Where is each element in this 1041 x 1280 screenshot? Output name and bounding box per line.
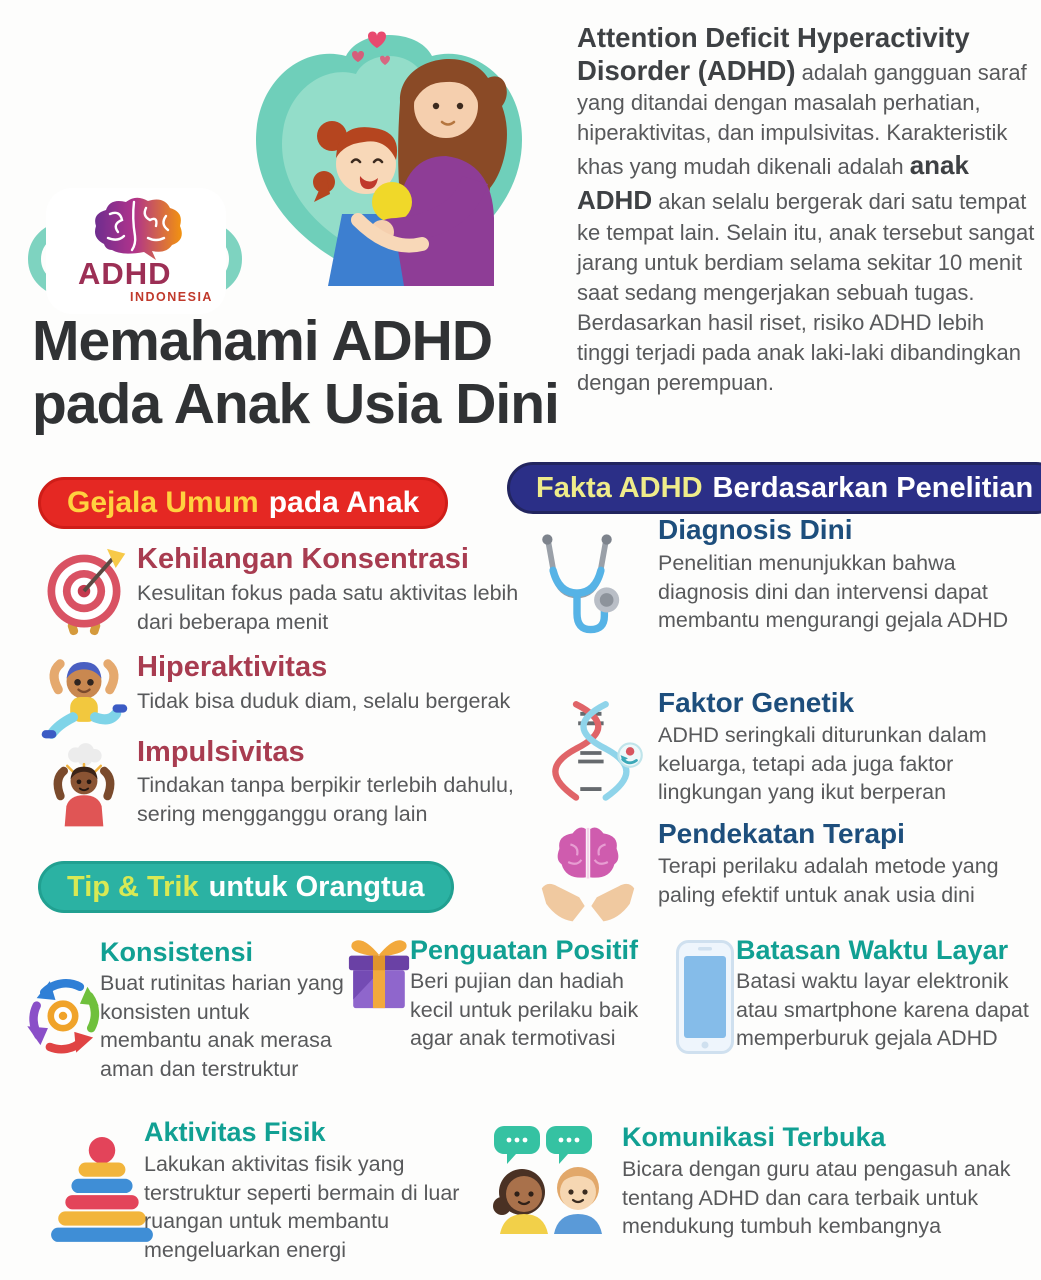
tip-title: Batasan Waktu Layar [736,935,1009,965]
logo-subtitle: INDONESIA [130,290,213,304]
stethoscope-icon [520,526,634,642]
fact-title: Diagnosis Dini [658,514,853,545]
symptom-title: Kehilangan Konsentrasi [137,543,469,575]
tip-desc: Buat rutinitas harian yang konsisten untuk membantu anak merasa aman dan terstruktur [100,971,344,1081]
fact-title: Pendekatan Terapi [658,818,905,849]
brain-logo-icon [82,194,190,262]
symptom-desc: Tindakan tanpa berpikir terlebih dahulu, sering mengganggu orang lain [137,773,514,826]
tips-badge-rest: untuk Orangtua [208,870,425,903]
brain-in-hands-icon [532,818,644,928]
symptom-desc: Tidak bisa duduk diam, selalu bergerak [137,689,511,713]
stacking-rings-icon [46,1134,158,1248]
fact-desc: ADHD seringkali diturunkan dalam keluarga, tetapi ada juga faktor lingkungan yang ikut berperan [658,723,987,805]
impulsive-child-icon [42,740,126,832]
symptom-title: Impulsivitas [137,736,305,768]
page-title [32,310,597,435]
tip-title: Konsistensi [100,937,254,967]
symptoms-badge-rest: pada Anak [268,486,420,519]
facts-badge-highlight: Fakta ADHD [536,471,703,504]
adhd-indonesia-logo [34,186,238,318]
tip-title: Aktivitas Fisik [144,1117,326,1147]
fact-desc: Terapi perilaku adalah metode yang paling efektif untuk anak usia dini [658,854,999,907]
intro-lead-text: Attention Deficit Hyperactivity Disorder (ADHD) [577,22,970,86]
symptoms-badge-highlight: Gejala Umum [67,486,259,519]
tip-desc: Batasi waktu layar elektronik atau smartphone karena dapat memperburuk gejala ADHD [736,969,1029,1051]
cycle-arrows-icon [16,966,110,1064]
tip-desc: Bicara dengan guru atau pengasuh anak tentang ADHD dan cara terbaik untuk mendukung tumbuh kembangnya [622,1157,1011,1239]
facts-section-badge [507,462,1041,514]
facts-badge-rest: Berdasarkan Penelitian [712,471,1034,504]
tip-desc: Beri pujian dan hadiah kecil untuk perilaku baik agar anak termotivasi [410,969,639,1051]
tips-badge-highlight: Tip & Trik [67,870,199,903]
symptom-desc: Kesulitan fokus pada satu aktivitas lebih dari beberapa menit [137,581,519,634]
target-icon [36,544,132,642]
fact-title: Faktor Genetik [658,687,855,718]
symptom-title: Hiperaktivitas [137,651,328,683]
intro-highlight-text: anak ADHD [577,149,969,215]
tip-desc: Lakukan aktivitas fisik yang terstruktur seperti bermain di luar ruangan untuk membantu mengeluarkan energi [144,1152,460,1262]
tip-title: Penguatan Positif [410,935,639,965]
tip-title: Komunikasi Terbuka [622,1122,886,1152]
symptoms-section-badge [38,477,448,529]
children-talking-icon [490,1122,616,1234]
smartphone-icon [676,940,734,1054]
intro-body-1: adalah gangguan saraf yang ditandai dengan masalah perhatian, hiperaktivitas, dan impulsivitas. Karakteristik khas yang mudah dikenali adalah [577,59,1027,179]
dna-icon [540,698,646,808]
tips-section-badge [38,861,454,913]
mother-hugging-child-illustration [240,6,538,304]
intro-paragraph [577,22,1035,398]
fact-desc: Penelitian menunjukkan bahwa diagnosis dini dan intervensi dapat membantu mengurangi gejala ADHD [658,551,1009,633]
page-title-line2: pada Anak Usia Dini [32,371,559,436]
intro-body-2: akan selalu bergerak dari satu tempat ke tempat lain. Selain itu, anak tersebut sangat jarang untuk berdiam selama sekitar 10 menit saat sedang mengerjakan sebuah tugas. Berdasarkan hasil riset, risiko ADHD lebih tinggi terjadi pada anak laki-laki dibandingkan dengan perempuan. [577,188,1035,395]
page-title-line1: Memahami ADHD [32,309,492,373]
hyperactive-child-icon [38,650,130,744]
logo-wordmark: ADHD [78,256,172,291]
